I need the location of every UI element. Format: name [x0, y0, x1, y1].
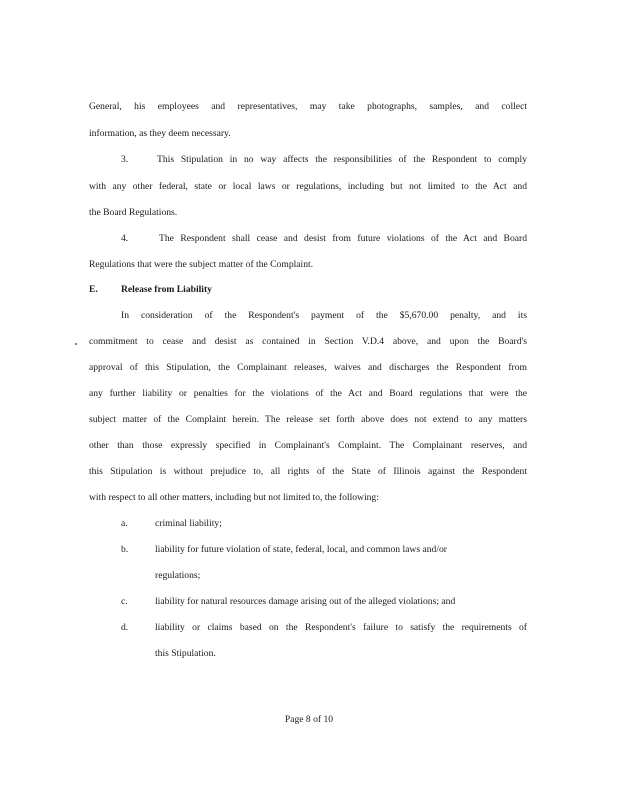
section-title: Release from Liability: [121, 284, 212, 295]
list-letter: c.: [121, 596, 128, 607]
body-line: approval of this Stipulation, the Complainant releases, waives and discharges the Respondent from: [89, 362, 527, 373]
body-line: the Board Regulations.: [89, 207, 178, 218]
list-item-text: regulations;: [155, 570, 201, 581]
body-line: This Stipulation in no way affects the responsibilities of the Respondent to comply: [157, 154, 527, 165]
list-item-text: liability or claims based on the Respondent's failure to satisfy the requirements of: [155, 622, 527, 633]
page-footer: Page 8 of 10: [284, 714, 334, 725]
paragraph-number: 3.: [121, 154, 129, 165]
list-item-text: criminal liability;: [155, 518, 222, 529]
body-line: In consideration of the Respondent's payment of the $5,670.00 penalty, and its: [121, 310, 527, 321]
body-line: General, his employees and representatives, may take photographs, samples, and collect: [89, 101, 527, 112]
list-letter: d.: [121, 622, 129, 633]
paragraph-number: 4.: [121, 233, 129, 244]
list-item-text: this Stipulation.: [155, 648, 216, 659]
scan-speck: [75, 343, 77, 345]
list-item-text: liability for natural resources damage arising out of the alleged violations; and: [155, 596, 456, 607]
body-line: commitment to cease and desist as contained in Section V.D.4 above, and upon the Board's: [89, 336, 527, 347]
body-line: The Respondent shall cease and desist from future violations of the Act and Board: [159, 233, 527, 244]
body-line: any further liability or penalties for the violations of the Act and Board regulations that were the: [89, 388, 527, 399]
body-line: with respect to all other matters, including but not limited to, the following:: [89, 492, 379, 503]
body-line: with any other federal, state or local laws or regulations, including but not limited to the Act and: [89, 181, 527, 192]
list-letter: a.: [121, 518, 128, 529]
body-line: Regulations that were the subject matter of the Complaint.: [89, 259, 314, 270]
list-letter: b.: [121, 544, 129, 555]
body-line: this Stipulation is without prejudice to, all rights of the State of Illinois against the Respondent: [89, 466, 527, 477]
body-line: other than those expressly specified in Complainant's Complaint. The Complainant reserves, and: [89, 440, 527, 451]
body-line: subject matter of the Complaint herein. The release set forth above does not extend to any matters: [89, 414, 527, 425]
body-line: information, as they deem necessary.: [89, 128, 231, 139]
list-item-text: liability for future violation of state, federal, local, and common laws and/or: [155, 544, 447, 555]
section-letter: E.: [89, 284, 98, 295]
